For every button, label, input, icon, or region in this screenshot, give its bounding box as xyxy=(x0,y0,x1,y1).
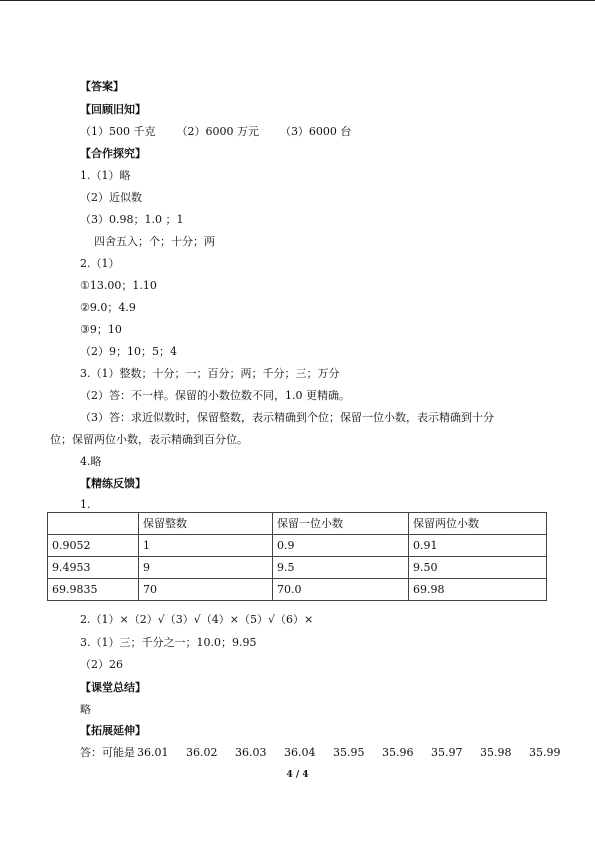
explore-line: （2）9；10；5；4 xyxy=(80,345,177,358)
explore-line: ①13.00；1.10 xyxy=(80,279,157,292)
table-cell: 69.98 xyxy=(409,579,547,601)
table-cell: 70.0 xyxy=(273,579,409,601)
table-row xyxy=(48,579,547,601)
extend-value: 36.04 xyxy=(284,746,316,759)
explore-line: 4.略 xyxy=(80,455,102,468)
extend-value: 36.03 xyxy=(235,746,267,759)
practice-line: （2）26 xyxy=(80,658,123,671)
table-cell: 9.5 xyxy=(273,557,409,579)
table-header-cell: 保留两位小数 xyxy=(409,513,547,535)
table-header-cell: 保留一位小数 xyxy=(273,513,409,535)
table-cell: 9.4953 xyxy=(48,557,139,579)
table-cell: 0.9052 xyxy=(48,535,139,557)
extend-value: 35.97 xyxy=(431,746,463,759)
table-header-cell: 保留整数 xyxy=(139,513,273,535)
explore-line: 位；保留两位小数，表示精确到百分位。 xyxy=(50,433,248,446)
practice-line: 2.（1）×（2）√（3）√（4）×（5）√（6）× xyxy=(80,613,314,626)
summary-heading: 【课堂总结】 xyxy=(80,681,146,694)
page-number: 4 / 4 xyxy=(286,770,309,780)
explore-line: 四舍五入；个；十分；两 xyxy=(80,235,215,248)
table-cell: 0.9 xyxy=(273,535,409,557)
table-cell: 70 xyxy=(139,579,273,601)
extend-heading: 【拓展延伸】 xyxy=(80,724,146,737)
table-cell: 0.91 xyxy=(409,535,547,557)
extend-value: 35.96 xyxy=(382,746,414,759)
practice-heading: 【精练反馈】 xyxy=(80,477,146,490)
table-row xyxy=(48,557,547,579)
table-header-row xyxy=(48,513,547,535)
explore-line: 2.（1） xyxy=(80,257,120,270)
page-top-rule xyxy=(0,0,595,1)
explore-line: 1.（1）略 xyxy=(80,169,131,182)
explore-line: （2）近似数 xyxy=(80,191,142,204)
practice-q1-label: 1. xyxy=(80,498,91,511)
table-cell: 9.50 xyxy=(409,557,547,579)
explore-line: 3.（1）整数；十分；一；百分；两；千分；三；万分 xyxy=(80,367,340,380)
extend-value: 36.01 xyxy=(137,746,169,759)
summary-text: 略 xyxy=(80,703,91,716)
explore-line: （2）答：不一样。保留的小数位数不同，1.0 更精确。 xyxy=(80,389,350,402)
rounding-table xyxy=(47,512,547,601)
explore-line: ③9；10 xyxy=(80,323,122,336)
table-header-cell xyxy=(48,513,139,535)
answer-heading: 【答案】 xyxy=(80,80,124,93)
explore-line: （3）答：求近似数时，保留整数，表示精确到个位；保留一位小数，表示精确到十分 xyxy=(80,411,494,424)
practice-line: 3.（1）三；千分之一；10.0；9.95 xyxy=(80,636,257,649)
explore-line: ②9.0；4.9 xyxy=(80,301,136,314)
table-cell: 69.9835 xyxy=(48,579,139,601)
table-cell: 1 xyxy=(139,535,273,557)
extend-value: 35.95 xyxy=(333,746,365,759)
extend-value: 36.02 xyxy=(186,746,218,759)
extend-value: 35.99 xyxy=(529,746,561,759)
extend-answer-prefix: 答：可能是 xyxy=(80,746,135,759)
table-cell: 9 xyxy=(139,557,273,579)
review-answers: （1）500 千克 （2）6000 万元 （3）6000 台 xyxy=(80,125,352,138)
review-heading: 【回顾旧知】 xyxy=(80,103,146,116)
table-row xyxy=(48,535,547,557)
extend-value: 35.98 xyxy=(480,746,512,759)
explore-heading: 【合作探究】 xyxy=(80,147,146,160)
explore-line: （3）0.98；1.0 ；1 xyxy=(80,213,184,226)
